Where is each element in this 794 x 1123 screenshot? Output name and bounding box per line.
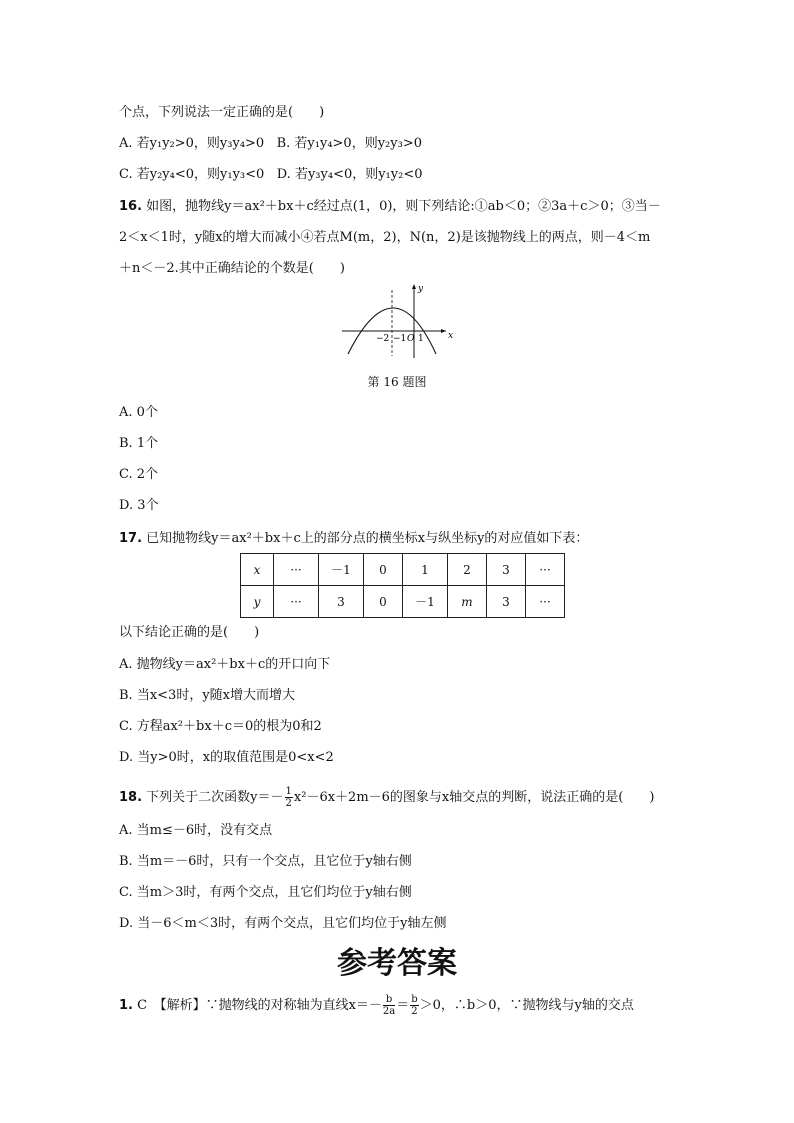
- q17-value-table: [240, 553, 565, 618]
- q17-option-c: C. 方程ax²＋bx＋c＝0的根为0和2: [119, 719, 322, 734]
- table-cell: y: [241, 586, 274, 618]
- q18-option-a: A. 当m≤－6时，没有交点: [119, 823, 273, 838]
- q15-option-a: A. 若y₁y₂>0，则y₃y₄>0: [119, 136, 265, 151]
- q17-stem-line: [119, 530, 588, 548]
- table-cell: x: [241, 554, 274, 586]
- q16-option-c: C. 2个: [119, 467, 159, 482]
- y-axis-label: y: [418, 284, 424, 294]
- q17-number: 17.: [119, 531, 143, 546]
- q18-frac-den: 2: [285, 798, 292, 809]
- q17-question: 以下结论正确的是( ): [119, 625, 260, 640]
- q15-option-ab: [119, 135, 422, 153]
- y-axis-arrow: [412, 284, 416, 289]
- table-cell: ···: [526, 586, 565, 618]
- table-cell: 3: [487, 586, 526, 618]
- q16-parabola-figure: [338, 280, 456, 360]
- q17-option-a: A. 抛物线y＝ax²＋bx＋c的开口向下: [119, 657, 331, 672]
- q15-stem-tail: 个点，下列说法一定正确的是( ): [119, 105, 325, 120]
- q18-frac-num: 1: [285, 786, 292, 797]
- table-cell: 0: [364, 586, 403, 618]
- table-row-x: [241, 554, 565, 586]
- q18-option-d: D. 当－6＜m＜3时，有两个交点，且它们均位于y轴左侧: [119, 916, 447, 931]
- q16-option-a: A. 0个: [119, 405, 158, 420]
- q16-option-b: B. 1个: [119, 436, 159, 451]
- q18-number: 18.: [119, 790, 143, 805]
- q16-line1: [119, 198, 661, 216]
- answer-1-frac1-den: 2a: [382, 1006, 396, 1017]
- q18-option-b: B. 当m＝－6时，只有一个交点，且它位于y轴右侧: [119, 854, 412, 869]
- q18-fraction: [285, 786, 293, 809]
- table-cell: 3: [487, 554, 526, 586]
- q16-line2: 2＜x＜1时，y随x的增大而减小④若点M(m，2)，N(n，2)是该抛物线上的两点，则－4＜m: [119, 230, 651, 245]
- q17-option-b: B. 当x<3时，y随x增大而增大: [119, 688, 295, 703]
- answers-title: 参考答案: [337, 946, 457, 981]
- table-cell: m: [448, 586, 487, 618]
- q16-figure-caption: 第 16 题图: [367, 375, 427, 389]
- table-cell: ···: [526, 554, 565, 586]
- answer-1-frac2-num: b: [411, 994, 418, 1005]
- x-axis-label: x: [448, 331, 454, 341]
- q17-stem: 已知抛物线y＝ax²＋bx＋c上的部分点的横坐标x与纵坐标y的对应值如下表：: [146, 531, 589, 546]
- answer-1-post: ＞0，∴b＞0，∵抛物线与y轴的交点: [419, 998, 634, 1013]
- q18-option-c: C. 当m＞3时，有两个交点，且它们均位于y轴右侧: [119, 885, 412, 900]
- origin-label: O: [407, 334, 415, 344]
- q16-option-d: D. 3个: [119, 498, 159, 513]
- tick-neg1: −1: [393, 334, 407, 344]
- tick-neg2: −2: [376, 334, 390, 344]
- q18-stem-post: x²－6x＋2m－6的图象与x轴交点的判断，说法正确的是( ): [293, 790, 655, 805]
- q16-text1: 如图，抛物线y＝ax²＋bx＋c经过点(1，0)，则下列结论:①ab＜0；②3a＋c＞0；③当－: [146, 199, 661, 214]
- table-cell: －1: [403, 586, 448, 618]
- q16-number: 16.: [119, 199, 143, 214]
- q16-line3: ＋n＜－2.其中正确结论的个数是( ): [119, 261, 345, 276]
- q17-option-d: D. 当y>0时，x的取值范围是0<x<2: [119, 750, 334, 765]
- table-cell: －1: [319, 554, 364, 586]
- x-axis-arrow: [441, 329, 446, 333]
- answer-1-frac2: [410, 994, 418, 1017]
- answer-1-frac1: [383, 994, 395, 1017]
- tick-1: 1: [418, 334, 424, 344]
- table-cell: 2: [448, 554, 487, 586]
- table-cell: ···: [274, 554, 319, 586]
- table-cell: 3: [319, 586, 364, 618]
- answer-1-frac1-num: b: [383, 994, 395, 1006]
- q15-option-b: B. 若y₁y₄>0，则y₂y₃>0: [276, 136, 422, 151]
- answer-1-line: [119, 994, 634, 1017]
- answer-1-number: 1.: [119, 998, 133, 1013]
- table-cell: ···: [274, 586, 319, 618]
- answer-1-mid: ＝: [396, 998, 410, 1013]
- answer-1-pre: C 【解析】∵抛物线的对称轴为直线x＝－: [137, 998, 382, 1013]
- table-cell: 0: [364, 554, 403, 586]
- table-row-y: [241, 586, 565, 618]
- q15-option-d: D. 若y₃y₄<0，则y₁y₂<0: [276, 167, 423, 182]
- q18-stem-pre: 下列关于二次函数y＝－: [146, 790, 284, 805]
- q15-option-c: C. 若y₂y₄<0，则y₁y₃<0: [119, 167, 265, 182]
- q18-stem-line: [119, 786, 654, 809]
- table-cell: 1: [403, 554, 448, 586]
- q15-option-cd: [119, 166, 423, 184]
- answer-1-frac2-den: 2: [411, 1006, 418, 1017]
